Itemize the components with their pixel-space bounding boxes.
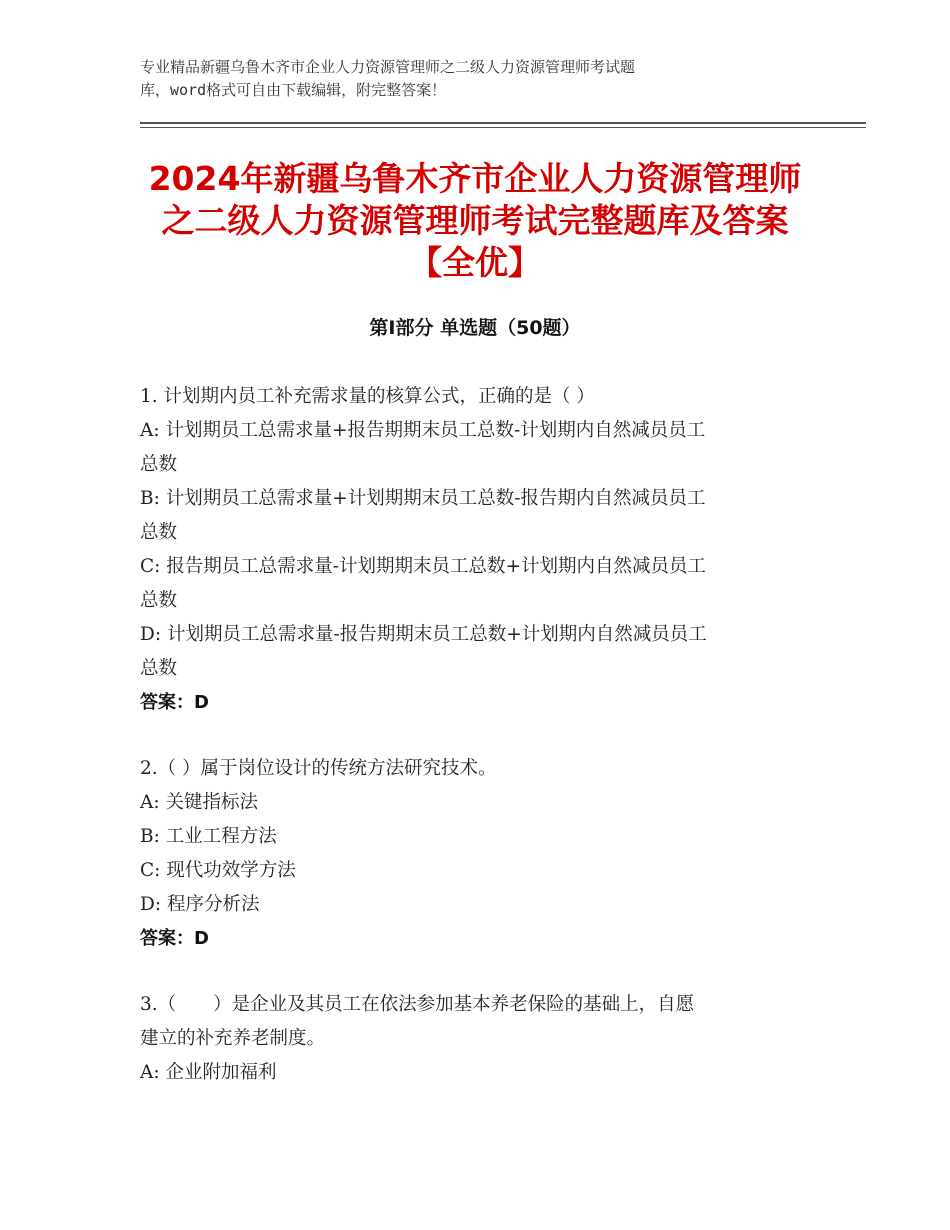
option-a [140,414,820,482]
document-title-line: 之二级人力资源管理师考试完整题库及答案 [161,201,789,240]
option-text: B: 计划期员工总需求量+计划期期末员工总数-报告期内自然减员员工 [140,488,706,509]
header-divider-thick [140,122,866,124]
header-note-line: 专业精品新疆乌鲁木齐市企业人力资源管理师之二级人力资源管理师考试题 [140,58,636,76]
option-a: A: 企业附加福利 [140,1062,277,1083]
option-text: 总数 [140,590,178,611]
header-note-line: 库，word格式可自由下载编辑，附完整答案！ [140,81,447,99]
document-title-line: 【全优】 [409,243,541,282]
option-c [140,550,820,618]
option-b [140,482,820,550]
question-stem: 1. 计划期内员工补充需求量的核算公式，正确的是（ ） [140,386,595,407]
option-text: 总数 [140,522,178,543]
option-text: 总数 [140,658,178,679]
option-c: C: 现代功效学方法 [140,860,296,881]
option-text: A: 计划期员工总需求量+报告期期末员工总数-计划期内自然减员员工 [140,420,706,441]
option-a: A: 关键指标法 [140,792,258,813]
question-list [140,380,820,1122]
header-note [140,56,820,102]
option-text: 总数 [140,454,178,475]
option-d: D: 程序分析法 [140,894,260,915]
option-text: D: 计划期员工总需求量-报告期期末员工总数+计划期内自然减员员工 [140,624,707,645]
option-d [140,618,820,686]
option-b: B: 工业工程方法 [140,826,277,847]
header-divider-thin [140,127,866,128]
answer-label: 答案：D [140,928,209,949]
question-stem: 建立的补充养老制度。 [140,1028,326,1049]
option-text: C: 报告期员工总需求量-计划期期末员工总数+计划期内自然减员员工 [140,556,707,577]
answer-label: 答案：D [140,692,209,713]
question-stem: 3.（ ）是企业及其员工在依法参加基本养老保险的基础上，自愿 [140,994,695,1015]
question-stem: 2.（ ）属于岗位设计的传统方法研究技术。 [140,758,497,779]
question-2 [140,752,820,956]
question-3 [140,988,820,1090]
document-title [100,158,850,284]
question-1 [140,380,820,720]
document-title-line: 2024年新疆乌鲁木齐市企业人力资源管理师 [148,159,802,198]
section-title: 第Ⅰ部分 单选题（50题） [369,317,581,339]
